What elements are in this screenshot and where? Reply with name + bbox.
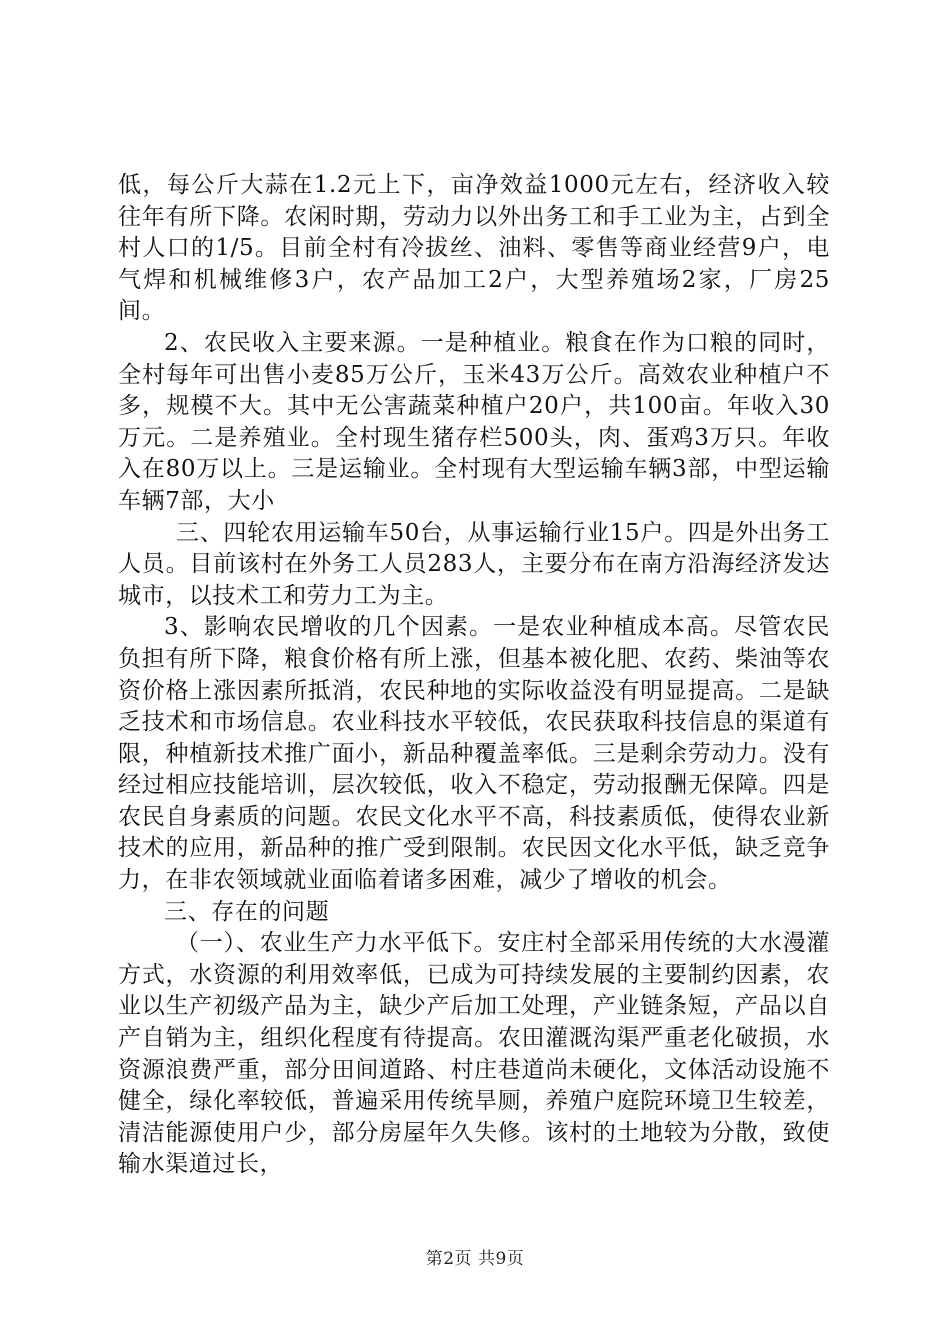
section-heading-problems: 三、存在的问题: [164, 898, 330, 925]
paragraph-income-overview: 低，每公斤大蒜在1.2元上下，亩净效益1000元左右，经济收入较往年有所下降。农闲时期，劳动力以外出务工和手工业为主，占到全村人口的1/5。目前全村有冷拔丝、油料、零售等商业经营9户，电气焊和机械维修3户，农产品加工2户，大型养殖场2家，厂房25间。: [118, 172, 830, 325]
paragraph-income-sources: 2、农民收入主要来源。一是种植业。粮食在作为口粮的同时，全村每年可出售小麦85万公斤，玉米43万公斤。高效农业种植户不多，规模不大。其中无公害蔬菜种植户20户，共100亩。年收入30万元。二是养殖业。全村现生猪存栏500头，肉、蛋鸡3万只。年收入在80万以上。三是运输业。全村现有大型运输车辆3部，中型运输车辆7部，大小: [118, 329, 830, 514]
document-body: [118, 170, 830, 1181]
paragraph-transport-labor: 三、四轮农用运输车50台，从事运输行业15户。四是外出务工人员。目前该村在外务工人员283人，主要分布在南方沿海经济发达城市，以技术工和劳力工为主。: [118, 519, 830, 609]
paragraph-income-factors: 3、影响农民增收的几个因素。一是农业种植成本高。尽管农民负担有所下降，粮食价格有所上涨，但基本被化肥、农药、柴油等农资价格上涨因素所抵消，农民种地的实际收益没有明显提高。二是缺乏技术和市场信息。农业科技水平较低，农民获取科技信息的渠道有限，种植新技术推广面小，新品种覆盖率低。三是剩余劳动力。没有经过相应技能培训，层次较低，收入不稳定，劳动报酬无保障。四是农民自身素质的问题。农民文化水平不高，科技素质低，使得农业新技术的应用，新品种的推广受到限制。农民因文化水平低，缺乏竞争力，在非农领域就业面临着诸多困难，减少了增收的机会。: [118, 614, 830, 894]
page-number-footer: 第2页 共9页: [425, 1249, 525, 1269]
paragraph-productivity: （一）、农业生产力水平低下。安庄村全部采用传统的大水漫灌方式，水资源的利用效率低，已成为可持续发展的主要制约因素，农业以生产初级产品为主，缺少产后加工处理，产业链条短，产品以自产自销为主，组织化程度有待提高。农田灌溉沟渠严重老化破损，水资源浪费严重，部分田间道路、村庄巷道尚未硬化，文体活动设施不健全，绿化率较低，普遍采用传统旱厕，养殖户庭院环境卫生较差，清洁能源使用户少，部分房屋年久失修。该村的土地较为分散，致使输水渠道过长，: [118, 930, 830, 1178]
